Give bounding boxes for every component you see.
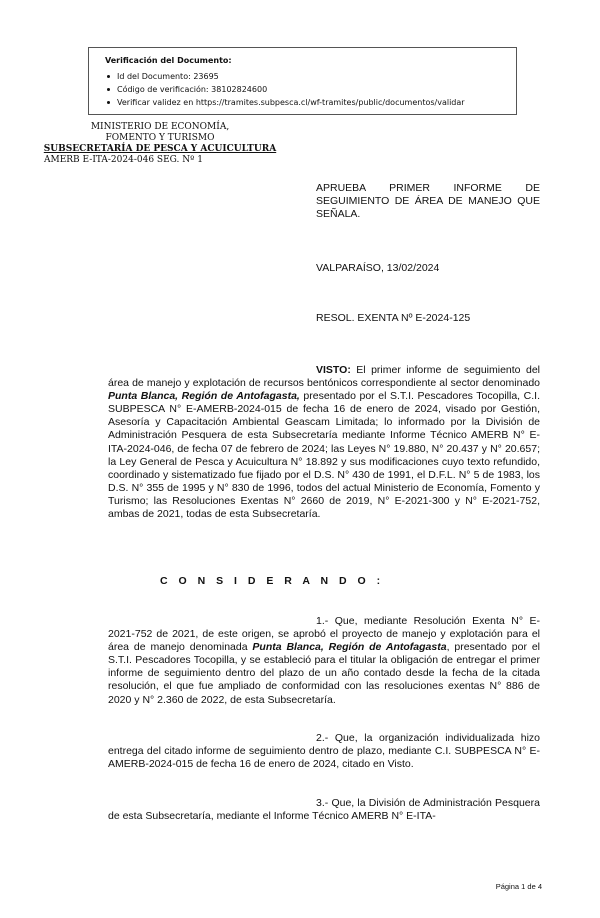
place-date: VALPARAÍSO, 13/02/2024: [316, 262, 440, 274]
ministry-line-2: FOMENTO Y TURISMO: [105, 133, 215, 143]
visto-text-1: El primer informe de seguimiento del área de manejo y explotación de recursos bentónicos correspondiente al sector denominado: [108, 364, 540, 390]
verification-code: Código de verificación: 38102824600: [105, 83, 516, 96]
visto-paragraph: [108, 364, 540, 521]
subsecretaria-title: SUBSECRETARÍA DE PESCA Y ACUICULTURA: [43, 144, 277, 154]
document-id: Id del Documento: 23695: [105, 70, 516, 83]
verification-url[interactable]: Verificar validez en https://tramites.subpesca.cl/wf-tramites/public/documentos/validar: [105, 96, 516, 109]
visto-area-name: Punta Blanca, Región de Antofagasta,: [108, 390, 300, 403]
ministry-line-1: MINISTERIO DE ECONOMÍA,: [90, 122, 230, 132]
c1-text-1: 1.- Que, mediante Resolución Exenta N° E-2021-752 de 2021, de este origen, se aprobó el proyecto de manejo y explotación para el área de manejo denominada: [108, 615, 540, 654]
verification-list: [105, 70, 516, 109]
document-reference: AMERB E-ITA-2024-046 SEG. Nº 1: [44, 155, 203, 165]
resolution-number: RESOL. EXENTA Nº E-2024-125: [316, 312, 471, 324]
page-number: Página 1 de 4: [495, 882, 542, 891]
c1-text-2: , presentado por el S.T.I. Pescadores Tocopilla, y se estableció para el titular la obligación de entregar el primer informe de seguimiento dentro del plazo de un año contado desde la fecha de la citada resolución, el que fue ampliado de conformidad con las resoluciones exentas N° 886 de 2020 y N° 2.360 de 2022, de esta Subsecretaría.: [108, 641, 540, 706]
c3-text: 3.- Que, la División de Administración Pesquera de esta Subsecretaría, mediante el Informe Técnico AMERB N° E-ITA-: [108, 797, 540, 823]
c2-text: 2.- Que, la organización individualizada hizo entrega del citado informe de seguimiento dentro de plazo, mediante C.I. SUBPESCA N° E-AMERB-2024-015 de fecha 16 de enero de 2024, citado en Visto.: [108, 732, 540, 771]
visto-label: VISTO:: [316, 364, 351, 376]
considerando-2: [108, 732, 540, 771]
issuer-header: [30, 122, 290, 166]
c1-area-name: Punta Blanca, Región de Antofagasta: [252, 641, 447, 654]
considerando-heading: C O N S I D E R A N D O :: [160, 575, 385, 587]
considerando-3: [108, 797, 540, 823]
verification-title: Verificación del Documento:: [105, 56, 232, 65]
considerando-1: [108, 615, 540, 707]
resolution-summary: APRUEBA PRIMER INFORME DE SEGUIMIENTO DE ÁREA DE MANEJO QUE SEÑALA.: [316, 182, 540, 220]
visto-text-2: presentado por el S.T.I. Pescadores Tocopilla, C.I. SUBPESCA N° E-AMERB-2024-015 de fecha 16 de enero de 2024, visado por Gestión, Asesoría y Capacitación Ambiental Geascam Limitada; lo informado por la División de Administración Pesquera de esta Subsecretaría mediante Informe Técnico AMERB N° E-ITA-2024-046, de fecha 07 de febrero de 2024; las Leyes N° 19.880, N° 20.437 y N° 20.657; la Ley General de Pesca y Acuicultura N° 18.892 y sus modificaciones cuyo texto refundido, coordinado y sistematizado fue fijado por el D.S. N° 430 de 1991, el D.F.L. N° 5 de 1983, los D.S. N° 355 de 1995 y N° 830 de 1996, todos del actual Ministerio de Economía, Fomento y Turismo; las Resoluciones Exentas N° 2660 de 2019, N° E-2021-300 y N° E-2021-752, ambas de 2021, todas de esta Subsecretaría.: [108, 390, 540, 521]
verification-box: [88, 47, 517, 115]
